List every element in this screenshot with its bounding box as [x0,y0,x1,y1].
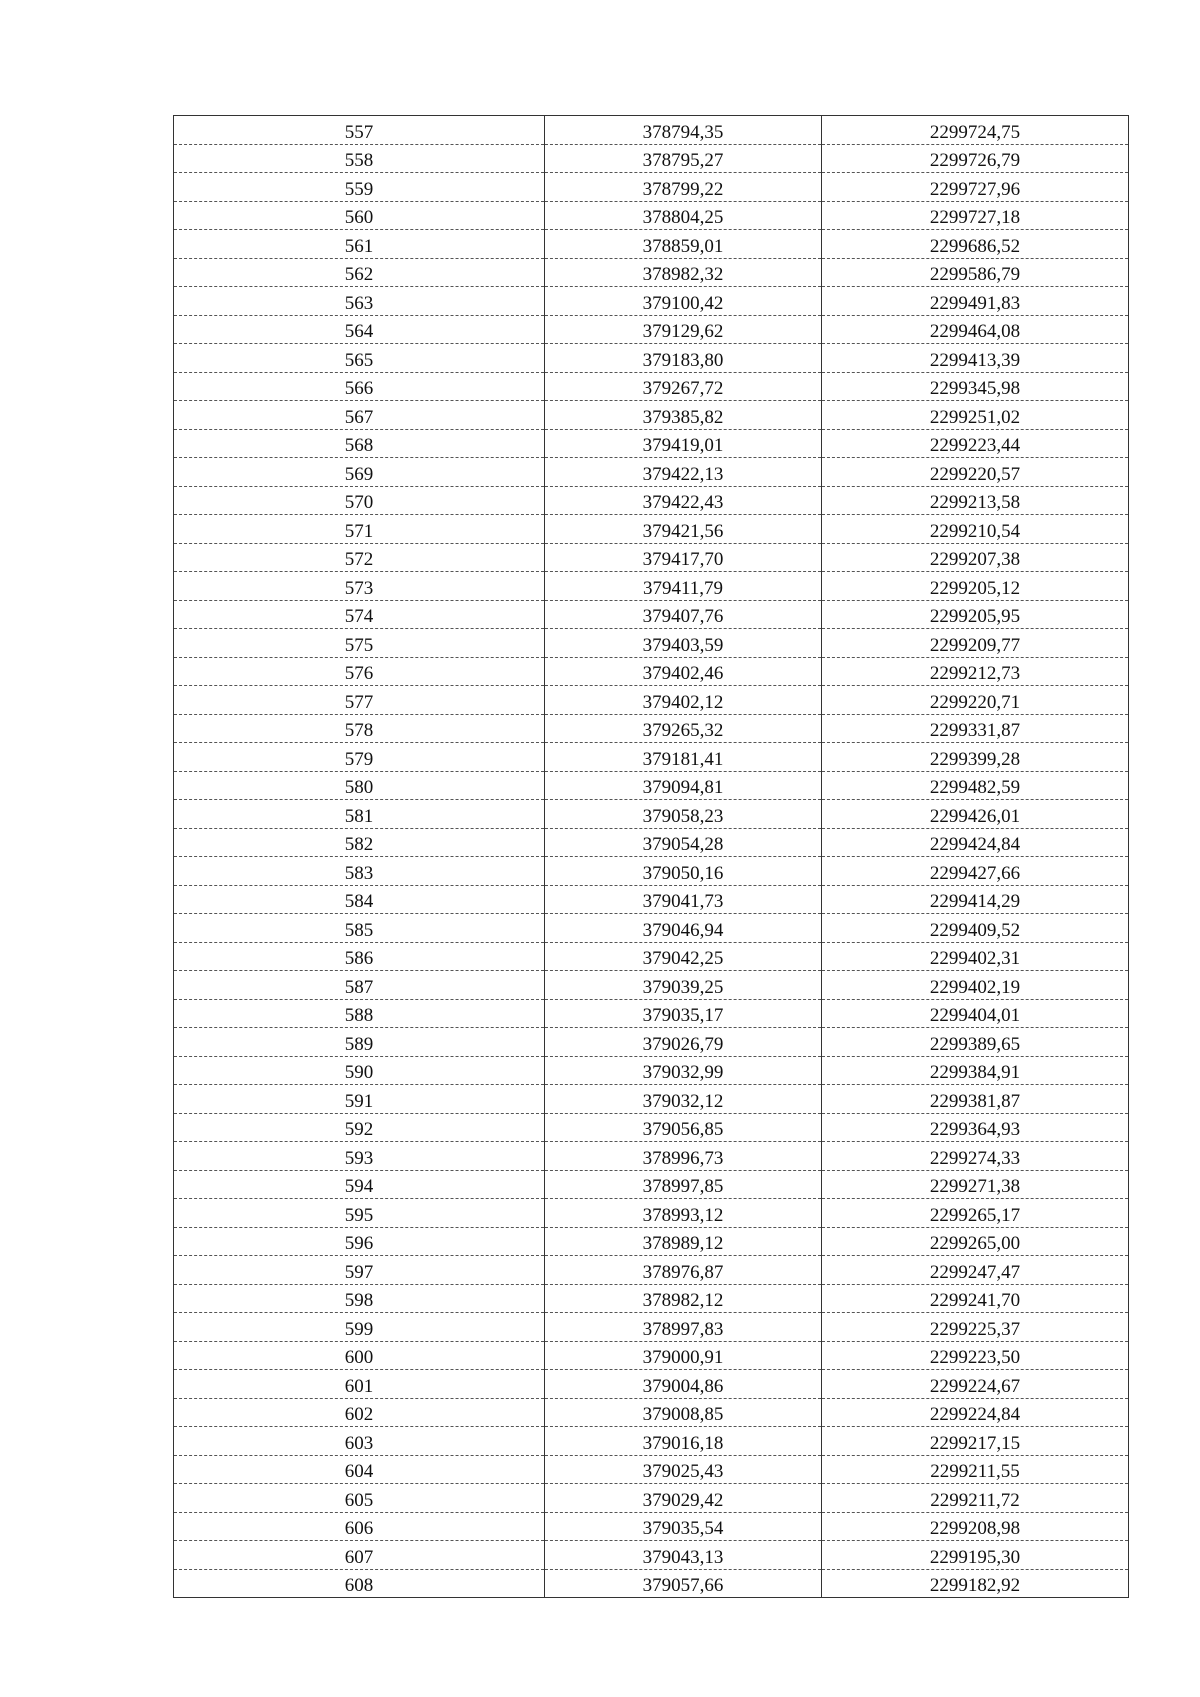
x-coordinate-cell: 379041,73 [545,885,822,914]
point-number-cell: 574 [174,600,545,629]
y-coordinate-cell: 2299220,71 [822,686,1129,715]
point-number-cell: 567 [174,401,545,430]
table-row [174,201,1129,230]
point-number-cell: 587 [174,971,545,1000]
point-number-cell: 604 [174,1455,545,1484]
x-coordinate-cell: 379032,99 [545,1056,822,1085]
y-coordinate-cell: 2299491,83 [822,287,1129,316]
x-coordinate-cell: 378804,25 [545,201,822,230]
point-number-cell: 579 [174,743,545,772]
point-number-cell: 581 [174,800,545,829]
x-coordinate-cell: 378859,01 [545,230,822,259]
table-row [174,1341,1129,1370]
point-number-cell: 576 [174,657,545,686]
x-coordinate-cell: 379422,13 [545,458,822,487]
x-coordinate-cell: 379000,91 [545,1341,822,1370]
y-coordinate-cell: 2299381,87 [822,1085,1129,1114]
x-coordinate-cell: 379422,43 [545,486,822,515]
table-row [174,942,1129,971]
x-coordinate-cell: 379100,42 [545,287,822,316]
y-coordinate-cell: 2299686,52 [822,230,1129,259]
y-coordinate-cell: 2299220,57 [822,458,1129,487]
y-coordinate-cell: 2299195,30 [822,1541,1129,1570]
y-coordinate-cell: 2299205,12 [822,572,1129,601]
x-coordinate-cell: 378794,35 [545,116,822,145]
table-row [174,971,1129,1000]
y-coordinate-cell: 2299223,50 [822,1341,1129,1370]
x-coordinate-cell: 378996,73 [545,1142,822,1171]
y-coordinate-cell: 2299414,29 [822,885,1129,914]
x-coordinate-cell: 378997,83 [545,1313,822,1342]
table-row [174,1256,1129,1285]
coordinates-table [173,115,1129,1598]
point-number-cell: 595 [174,1199,545,1228]
point-number-cell: 598 [174,1284,545,1313]
table-row [174,999,1129,1028]
point-number-cell: 605 [174,1484,545,1513]
x-coordinate-cell: 378976,87 [545,1256,822,1285]
y-coordinate-cell: 2299409,52 [822,914,1129,943]
x-coordinate-cell: 379016,18 [545,1427,822,1456]
point-number-cell: 586 [174,942,545,971]
x-coordinate-cell: 379421,56 [545,515,822,544]
x-coordinate-cell: 379026,79 [545,1028,822,1057]
table-row [174,600,1129,629]
x-coordinate-cell: 378799,22 [545,173,822,202]
point-number-cell: 583 [174,857,545,886]
point-number-cell: 582 [174,828,545,857]
x-coordinate-cell: 379402,12 [545,686,822,715]
point-number-cell: 568 [174,429,545,458]
table-row [174,1541,1129,1570]
point-number-cell: 571 [174,515,545,544]
table-row [174,1569,1129,1598]
x-coordinate-cell: 378982,12 [545,1284,822,1313]
y-coordinate-cell: 2299251,02 [822,401,1129,430]
point-number-cell: 600 [174,1341,545,1370]
table-row [174,1227,1129,1256]
point-number-cell: 601 [174,1370,545,1399]
point-number-cell: 563 [174,287,545,316]
point-number-cell: 603 [174,1427,545,1456]
x-coordinate-cell: 379181,41 [545,743,822,772]
table-row [174,458,1129,487]
y-coordinate-cell: 2299426,01 [822,800,1129,829]
y-coordinate-cell: 2299345,98 [822,372,1129,401]
x-coordinate-cell: 379183,80 [545,344,822,373]
y-coordinate-cell: 2299207,38 [822,543,1129,572]
point-number-cell: 589 [174,1028,545,1057]
point-number-cell: 575 [174,629,545,658]
y-coordinate-cell: 2299727,18 [822,201,1129,230]
table-row [174,1142,1129,1171]
y-coordinate-cell: 2299586,79 [822,258,1129,287]
table-row [174,857,1129,886]
y-coordinate-cell: 2299265,00 [822,1227,1129,1256]
table-row [174,287,1129,316]
y-coordinate-cell: 2299724,75 [822,116,1129,145]
y-coordinate-cell: 2299225,37 [822,1313,1129,1342]
point-number-cell: 565 [174,344,545,373]
y-coordinate-cell: 2299464,08 [822,315,1129,344]
table-row [174,230,1129,259]
point-number-cell: 573 [174,572,545,601]
table-row [174,515,1129,544]
x-coordinate-cell: 379035,54 [545,1512,822,1541]
x-coordinate-cell: 379417,70 [545,543,822,572]
point-number-cell: 560 [174,201,545,230]
table-row [174,543,1129,572]
table-row [174,1398,1129,1427]
x-coordinate-cell: 379039,25 [545,971,822,1000]
y-coordinate-cell: 2299402,31 [822,942,1129,971]
table-row [174,1170,1129,1199]
y-coordinate-cell: 2299727,96 [822,173,1129,202]
x-coordinate-cell: 379008,85 [545,1398,822,1427]
table-row [174,144,1129,173]
x-coordinate-cell: 379056,85 [545,1113,822,1142]
x-coordinate-cell: 378795,27 [545,144,822,173]
point-number-cell: 580 [174,771,545,800]
table-row [174,173,1129,202]
y-coordinate-cell: 2299331,87 [822,714,1129,743]
y-coordinate-cell: 2299413,39 [822,344,1129,373]
x-coordinate-cell: 379094,81 [545,771,822,800]
y-coordinate-cell: 2299404,01 [822,999,1129,1028]
point-number-cell: 596 [174,1227,545,1256]
x-coordinate-cell: 378993,12 [545,1199,822,1228]
table-row [174,714,1129,743]
y-coordinate-cell: 2299210,54 [822,515,1129,544]
y-coordinate-cell: 2299217,15 [822,1427,1129,1456]
table-row [174,1455,1129,1484]
table-row [174,572,1129,601]
point-number-cell: 561 [174,230,545,259]
x-coordinate-cell: 379129,62 [545,315,822,344]
point-number-cell: 607 [174,1541,545,1570]
point-number-cell: 597 [174,1256,545,1285]
point-number-cell: 558 [174,144,545,173]
x-coordinate-cell: 379043,13 [545,1541,822,1570]
table-row [174,1085,1129,1114]
x-coordinate-cell: 379004,86 [545,1370,822,1399]
y-coordinate-cell: 2299224,84 [822,1398,1129,1427]
table-row [174,914,1129,943]
point-number-cell: 584 [174,885,545,914]
table-row [174,771,1129,800]
x-coordinate-cell: 379265,32 [545,714,822,743]
point-number-cell: 602 [174,1398,545,1427]
x-coordinate-cell: 379419,01 [545,429,822,458]
point-number-cell: 585 [174,914,545,943]
y-coordinate-cell: 2299399,28 [822,743,1129,772]
table-row [174,1512,1129,1541]
x-coordinate-cell: 379032,12 [545,1085,822,1114]
y-coordinate-cell: 2299384,91 [822,1056,1129,1085]
y-coordinate-cell: 2299274,33 [822,1142,1129,1171]
y-coordinate-cell: 2299208,98 [822,1512,1129,1541]
table-row [174,1056,1129,1085]
x-coordinate-cell: 379035,17 [545,999,822,1028]
x-coordinate-cell: 379042,25 [545,942,822,971]
y-coordinate-cell: 2299424,84 [822,828,1129,857]
x-coordinate-cell: 379411,79 [545,572,822,601]
table-row [174,1427,1129,1456]
table-row [174,1284,1129,1313]
table-row [174,885,1129,914]
point-number-cell: 599 [174,1313,545,1342]
y-coordinate-cell: 2299726,79 [822,144,1129,173]
x-coordinate-cell: 378989,12 [545,1227,822,1256]
x-coordinate-cell: 378982,32 [545,258,822,287]
x-coordinate-cell: 378997,85 [545,1170,822,1199]
y-coordinate-cell: 2299213,58 [822,486,1129,515]
x-coordinate-cell: 379267,72 [545,372,822,401]
point-number-cell: 559 [174,173,545,202]
point-number-cell: 593 [174,1142,545,1171]
table-row [174,1199,1129,1228]
table-row [174,1028,1129,1057]
point-number-cell: 572 [174,543,545,572]
x-coordinate-cell: 379057,66 [545,1569,822,1598]
x-coordinate-cell: 379046,94 [545,914,822,943]
table-row [174,828,1129,857]
y-coordinate-cell: 2299212,73 [822,657,1129,686]
point-number-cell: 594 [174,1170,545,1199]
table-row [174,1313,1129,1342]
x-coordinate-cell: 379407,76 [545,600,822,629]
y-coordinate-cell: 2299389,65 [822,1028,1129,1057]
y-coordinate-cell: 2299211,55 [822,1455,1129,1484]
x-coordinate-cell: 379403,59 [545,629,822,658]
x-coordinate-cell: 379402,46 [545,657,822,686]
y-coordinate-cell: 2299223,44 [822,429,1129,458]
table-row [174,629,1129,658]
table-row [174,344,1129,373]
point-number-cell: 562 [174,258,545,287]
y-coordinate-cell: 2299205,95 [822,600,1129,629]
point-number-cell: 591 [174,1085,545,1114]
x-coordinate-cell: 379029,42 [545,1484,822,1513]
table-row [174,401,1129,430]
point-number-cell: 578 [174,714,545,743]
y-coordinate-cell: 2299265,17 [822,1199,1129,1228]
table-row [174,1484,1129,1513]
point-number-cell: 590 [174,1056,545,1085]
table-row [174,686,1129,715]
coordinates-table-body [174,116,1129,1598]
table-row [174,743,1129,772]
table-row [174,486,1129,515]
point-number-cell: 566 [174,372,545,401]
x-coordinate-cell: 379054,28 [545,828,822,857]
point-number-cell: 606 [174,1512,545,1541]
point-number-cell: 557 [174,116,545,145]
x-coordinate-cell: 379025,43 [545,1455,822,1484]
table-row [174,315,1129,344]
y-coordinate-cell: 2299402,19 [822,971,1129,1000]
x-coordinate-cell: 379050,16 [545,857,822,886]
table-row [174,800,1129,829]
point-number-cell: 608 [174,1569,545,1598]
x-coordinate-cell: 379058,23 [545,800,822,829]
y-coordinate-cell: 2299247,47 [822,1256,1129,1285]
y-coordinate-cell: 2299271,38 [822,1170,1129,1199]
y-coordinate-cell: 2299482,59 [822,771,1129,800]
y-coordinate-cell: 2299211,72 [822,1484,1129,1513]
x-coordinate-cell: 379385,82 [545,401,822,430]
table-row [174,116,1129,145]
y-coordinate-cell: 2299364,93 [822,1113,1129,1142]
y-coordinate-cell: 2299209,77 [822,629,1129,658]
y-coordinate-cell: 2299182,92 [822,1569,1129,1598]
y-coordinate-cell: 2299224,67 [822,1370,1129,1399]
table-row [174,1113,1129,1142]
point-number-cell: 564 [174,315,545,344]
table-row [174,258,1129,287]
point-number-cell: 592 [174,1113,545,1142]
table-row [174,429,1129,458]
point-number-cell: 569 [174,458,545,487]
point-number-cell: 577 [174,686,545,715]
table-row [174,1370,1129,1399]
table-row [174,657,1129,686]
point-number-cell: 588 [174,999,545,1028]
point-number-cell: 570 [174,486,545,515]
table-row [174,372,1129,401]
y-coordinate-cell: 2299427,66 [822,857,1129,886]
y-coordinate-cell: 2299241,70 [822,1284,1129,1313]
